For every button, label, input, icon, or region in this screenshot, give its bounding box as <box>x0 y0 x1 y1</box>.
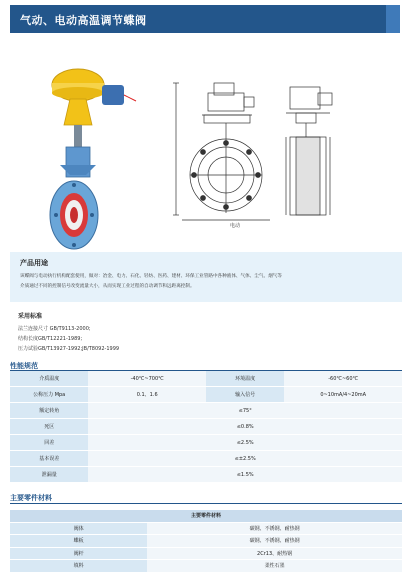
performance-section-title: 性能规范 <box>10 362 38 370</box>
table-row <box>10 371 402 387</box>
table-row <box>10 535 402 548</box>
table-header-row <box>10 510 402 522</box>
standards-title: 采用标准 <box>18 313 43 320</box>
table-cell-value: 碳钢、不锈钢、耐热钢 <box>147 535 402 548</box>
table-row <box>10 560 402 573</box>
purpose-title: 产品用途 <box>20 259 48 267</box>
drawing-caption: 电动 <box>230 223 241 229</box>
table-cell-value: ≤75° <box>88 403 402 419</box>
table-cell-value: 碳钢、不锈钢、耐热钢 <box>147 522 402 535</box>
table-cell-value: -40℃~700℃ <box>88 371 206 387</box>
purpose-line-1: 该蝶阀与电动执行机构配套使用，做对：冶金、电力、石化、轻纺、医药、建材、环保工业管路中各种液体、气体、尘气、烟气等 <box>20 274 282 279</box>
purpose-line-2: 介质通过不同的控制信号改变流量大小，从而实现工业过程的自动调节和远距离控制。 <box>20 284 195 289</box>
table-cell-value: ≤1.5% <box>88 467 402 483</box>
table-cell-label: 泄漏量 <box>10 467 88 483</box>
table-row <box>10 403 402 419</box>
table-row <box>10 467 402 483</box>
table-cell-value: 0.1、1.6 <box>88 387 206 403</box>
table-cell-label: 阀体 <box>10 522 147 535</box>
table-cell-value: 柔性石墨 <box>147 560 402 573</box>
standard-item: 结构长度GB/T12221-1989; <box>18 336 83 342</box>
parts-table <box>10 510 402 573</box>
table-row <box>10 387 402 403</box>
table-row <box>10 547 402 560</box>
purpose-panel <box>10 252 402 302</box>
table-row <box>10 419 402 435</box>
standard-item: 压力试验GB/T13927-1992;JB/T8092-1999 <box>18 346 120 352</box>
table-row <box>10 451 402 467</box>
standard-item: 法兰连接尺寸 GB/T9113-2000; <box>18 326 91 332</box>
table-cell-label: 输入信号 <box>206 387 284 403</box>
table-cell-value: 0~10mA/4~20mA <box>284 387 402 403</box>
purpose-text <box>20 272 392 292</box>
header-bar <box>10 5 400 33</box>
table-cell-label: 额定转角 <box>10 403 88 419</box>
table-cell-value: ≤2.5% <box>88 435 402 451</box>
table-cell-label: 填料 <box>10 560 147 573</box>
performance-table <box>10 371 402 483</box>
table-cell-label: 回差 <box>10 435 88 451</box>
table-header: 主要零件材料 <box>10 510 402 522</box>
parts-section-title: 主要零件材料 <box>10 494 52 502</box>
table-cell-label: 阀杆 <box>10 547 147 560</box>
table-cell-label: 介质温度 <box>10 371 88 387</box>
table-cell-label: 死区 <box>10 419 88 435</box>
page-title: 气动、电动高温调节蝶阀 <box>20 14 147 27</box>
technical-drawing <box>170 75 345 225</box>
table-cell-label: 基本误差 <box>10 451 88 467</box>
table-row <box>10 522 402 535</box>
table-cell-label: 环境温度 <box>206 371 284 387</box>
parts-rule <box>10 503 402 504</box>
table-row <box>10 435 402 451</box>
valve-photo <box>30 55 140 255</box>
table-cell-value: 2Cr13、耐热钢 <box>147 547 402 560</box>
table-cell-value: ≤±2.5% <box>88 451 402 467</box>
table-cell-value: -60℃~60℃ <box>284 371 402 387</box>
table-cell-label: 公称压力 Mpa <box>10 387 88 403</box>
header-accent <box>386 5 400 33</box>
table-cell-value: ≤0.8% <box>88 419 402 435</box>
table-cell-label: 蝶板 <box>10 535 147 548</box>
